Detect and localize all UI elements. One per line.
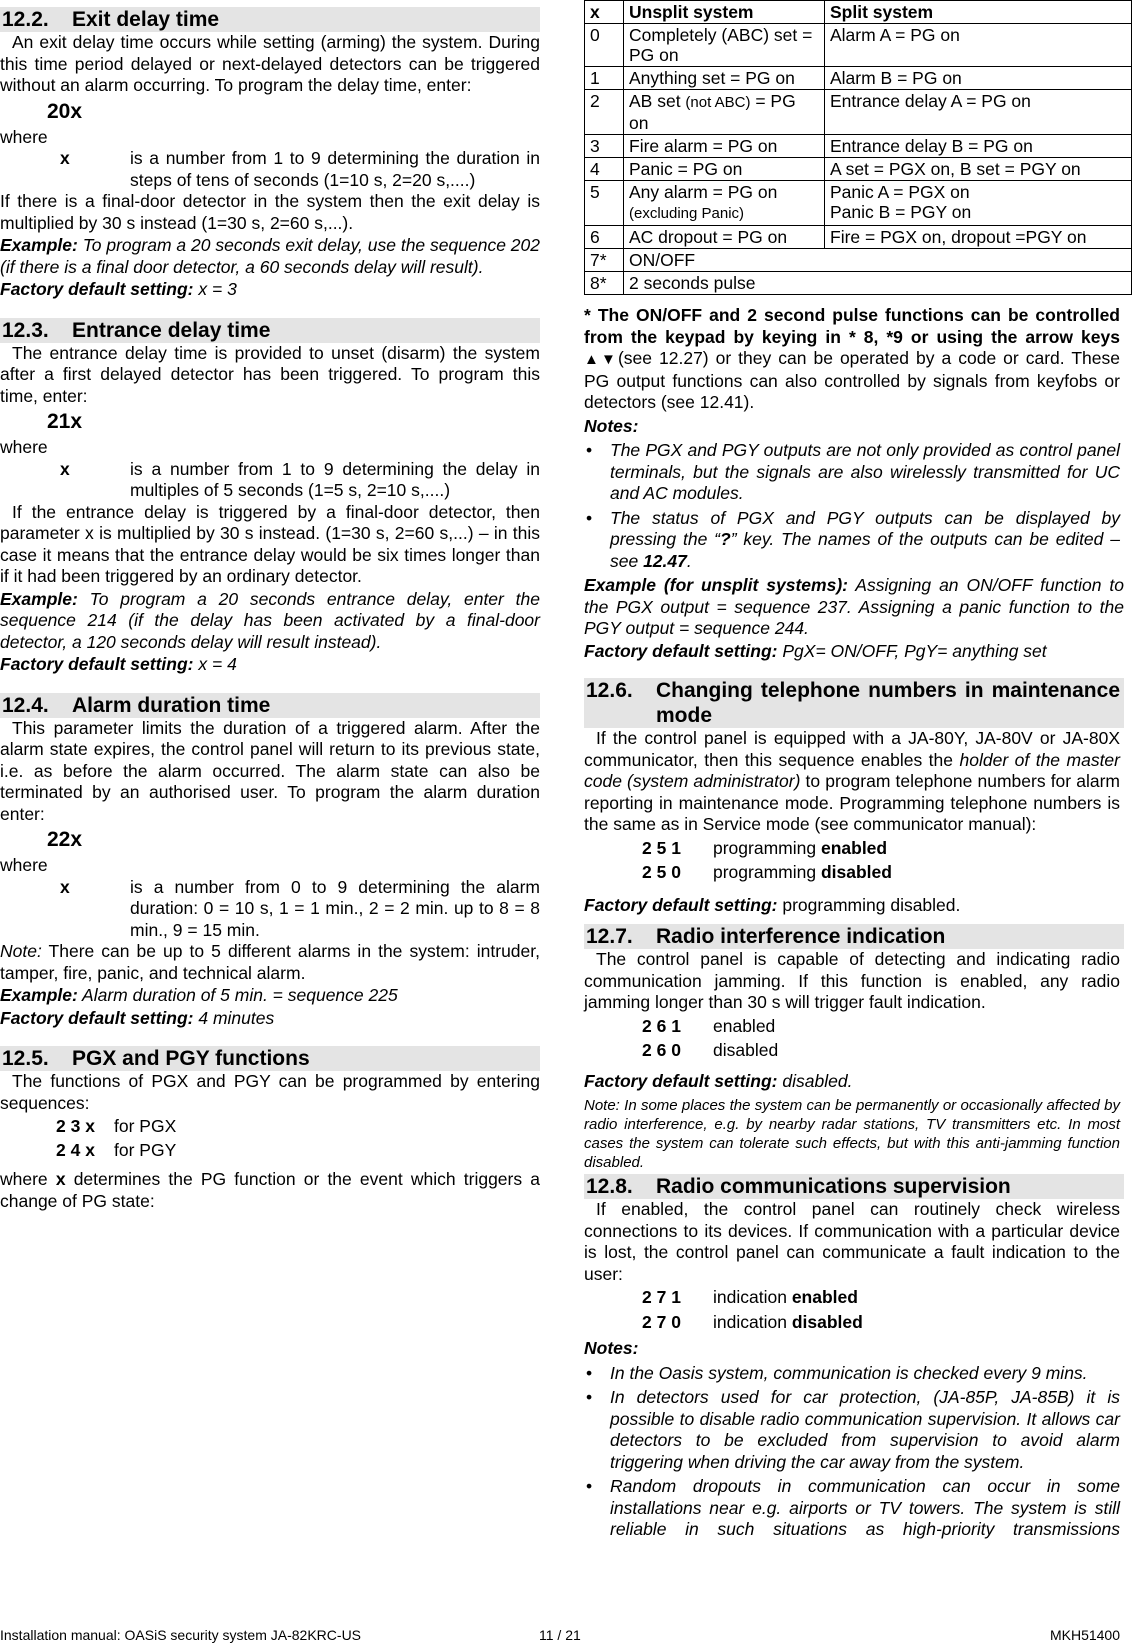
table-row: 2 AB set (not ABC) = PG on Entrance delay A = PG on (585, 90, 1132, 135)
table-row: 7* ON/OFF (585, 249, 1132, 272)
example: Example: Alarm duration of 5 min. = sequence 225 (0, 985, 398, 1005)
paragraph: If enabled, the control panel can routinely check wireless connections to its devices. If communication with a particular device is lost, the control panel can communicate a fault indication to the user: (584, 1199, 1120, 1284)
arrow-up-icon: ▲ (584, 351, 601, 368)
notes-label: Notes: (584, 1338, 639, 1358)
note: Note: In some places the system can be permanently or occasionally affected by radio interference, e.g. by nearby radar stations, TV transmitters etc. In most cases the system can tolerate such effects, but with this anti-jamming function disabled. (584, 1097, 1120, 1171)
sequence-code: 20x (47, 99, 83, 123)
section-heading-12-5: 12.5. PGX and PGY functions (0, 1046, 540, 1071)
section-heading-12-2: 12.2. Exit delay time (0, 7, 540, 32)
footer-title: Installation manual: OASiS security system JA-82KRC-US (0, 1627, 362, 1643)
table-row: 4 Panic = PG on A set = PGX on, B set = PGY on (585, 158, 1132, 181)
table-row: 5 Any alarm = PG on (excluding Panic) Panic A = PGX on Panic B = PGY on (585, 181, 1132, 226)
where-label: where (0, 855, 48, 875)
paragraph: The functions of PGX and PGY can be programmed by entering sequences: (0, 1071, 540, 1113)
factory-default: Factory default setting: x = 3 (0, 279, 237, 299)
factory-default: Factory default setting: 4 minutes (0, 1007, 275, 1028)
section-heading-12-7: 12.7. Radio interference indication (584, 924, 1124, 949)
example: Example: To program a 20 seconds entrance delay, enter the sequence 214 (if the delay has been activated by a final-door detector, a 120 seconds delay will result instead). (0, 588, 540, 652)
sequence-row: 2 6 1 enabled (642, 1015, 776, 1036)
pg-function-table (584, 0, 1132, 295)
sequence-code: 21x (47, 410, 83, 433)
section-heading-12-3: 12.3. Entrance delay time (0, 318, 540, 343)
paragraph: If there is a final-door detector in the system then the exit delay is multiplied by 30 s instead (1=30 s, 2=60 s,...). (0, 191, 540, 233)
sequence-row: 2 7 1 indication enabled (642, 1287, 858, 1307)
sequence-row: 2 5 0 programming disabled (642, 862, 892, 882)
paragraph: where x determines the PG function or the event which triggers a change of PG state: (0, 1169, 540, 1211)
sequence-row: 2 6 0 disabled (642, 1040, 779, 1060)
list-item: • In the Oasis system, communication is checked every 9 mins. (586, 1362, 1088, 1383)
note: Note: There can be up to 5 different alarms in the system: intruder, tamper, fire, panic, and technical alarm. (0, 941, 540, 983)
example: Example: To program a 20 seconds exit delay, use the sequence 202 (if there is a final door detector, a 60 seconds delay will result). (0, 235, 540, 277)
paragraph: An exit delay time occurs while setting (arming) the system. During this time period delayed or next-delayed detectors can be triggered without an alarm occurring. To program the delay time, enter: (0, 32, 540, 95)
left-column (0, 0, 540, 1212)
paragraph: If the control panel is equipped with a JA-80Y, JA-80V or JA-80X communicator, then this sequence enables the holder of the master code (system administrator) to program telephone numbers for alarm reporting in maintenance mode. Programming telephone numbers is the same as in Service mode (see communicator manual): (584, 728, 1120, 834)
document-code: MKH51400 (1049, 1627, 1120, 1643)
list-item: • Random dropouts in communication can occur in some installations near e.g. airports or TV towers. The system is still reliable in such situations as high-priority transmissions (586, 1476, 1120, 1539)
example: Example (for unsplit systems): Assigning an ON/OFF function to the PGX output = sequence 237. Assigning a panic function to the PGY output = sequence 244. (584, 575, 1124, 638)
factory-default: Factory default setting: PgX= ON/OFF, PgY= anything set (584, 640, 1047, 661)
paragraph: * The ON/OFF and 2 second pulse functions can be controlled from the keypad by keying in * 8, *9 or using the arrow keys ▲▼(see 12.27) or they can be operated by a code or card. These PG output functions can also controlled by signals from keyfobs or detectors (see 12.41). (584, 305, 1120, 412)
sequence-row: 2 3 x for PGX (56, 1116, 177, 1136)
paragraph: This parameter limits the duration of a triggered alarm. After the alarm state expires, the control panel will return to its previous state, i.e. as before the alarm occurred. The alarm state can also be terminated by an authorised user. To program the alarm duration enter: (0, 717, 540, 824)
definition-row: x is a number from 1 to 9 determining the delay in multiples of 5 seconds (1=5 s, 2=10 s,....) (60, 458, 540, 500)
factory-default: Factory default setting: disabled. (584, 1070, 853, 1091)
factory-default: Factory default setting: x = 4 (0, 654, 237, 674)
paragraph: The control panel is capable of detecting and indicating radio communication jamming. If this function is enabled, any radio jamming longer than 30 s will trigger fault indication. (584, 949, 1120, 1012)
paragraph: If the entrance delay is triggered by a final-door detector, then parameter x is multiplied by 30 s instead. (1=30 s, 2=60 s,...) – in this case it means that the entrance delay would be six times longer than if it had been triggered by an ordinary detector. (0, 501, 540, 586)
where-label: where (0, 126, 48, 147)
page-number: 11 / 21 (539, 1627, 581, 1643)
table-row: 1 Anything set = PG on Alarm B = PG on (585, 67, 1132, 90)
paragraph: The entrance delay time is provided to unset (disarm) the system after a first delayed detector has been triggered. To program this time, enter: (0, 342, 540, 406)
list-item: • The status of PGX and PGY outputs can be displayed by pressing the “?” key. The names of the outputs can be edited – see 12.47. (586, 507, 1120, 571)
notes-label: Notes: (584, 415, 639, 436)
arrow-down-icon: ▼ (600, 351, 618, 368)
sequence-row: 2 5 1 programming enabled (642, 837, 888, 858)
sequence-code: 22x (47, 828, 83, 851)
where-label: where (0, 437, 48, 457)
table-row: 8* 2 seconds pulse (585, 272, 1132, 295)
definition-row: x is a number from 1 to 9 determining the duration in steps of tens of seconds (1=10 s, 2=20 s,....) (60, 148, 540, 190)
table-header-row: x Unsplit system Split system (585, 1, 1132, 24)
list-item: • The PGX and PGY outputs are not only provided as control panel terminals, but the signals are also wirelessly transmitted for UC and AC modules. (586, 440, 1120, 503)
table-row: 6 AC dropout = PG on Fire = PGX on, dropout =PGY on (585, 226, 1132, 249)
factory-default: Factory default setting: programming disabled. (584, 894, 961, 915)
section-heading-12-4: 12.4. Alarm duration time (0, 693, 540, 718)
table-row: 3 Fire alarm = PG on Entrance delay B = PG on (585, 135, 1132, 158)
sequence-row: 2 4 x for PGY (56, 1140, 177, 1160)
section-heading-12-6: 12.6. Changing telephone numbers in maintenance mode (584, 678, 1124, 728)
sequence-row: 2 7 0 indication disabled (642, 1311, 863, 1332)
footer-mask (0, 1614, 1134, 1626)
list-item: • In detectors used for car protection, (JA-85P, JA-85B) it is possible to disable radio communication supervision. It allows car detectors to be excluded from supervision to avoid alarm triggering when driving the car away from the system. (586, 1387, 1120, 1472)
definition-row: x is a number from 0 to 9 determining the alarm duration: 0 = 10 s, 1 = 1 min., 2 = 2 min. up to 8 = 8 min., 9 = 15 min. (60, 876, 540, 940)
right-column (584, 0, 1124, 1541)
table-row: 0 Completely (ABC) set = PG on Alarm A = PG on (585, 24, 1132, 67)
section-heading-12-8: 12.8. Radio communications supervision (584, 1174, 1124, 1199)
